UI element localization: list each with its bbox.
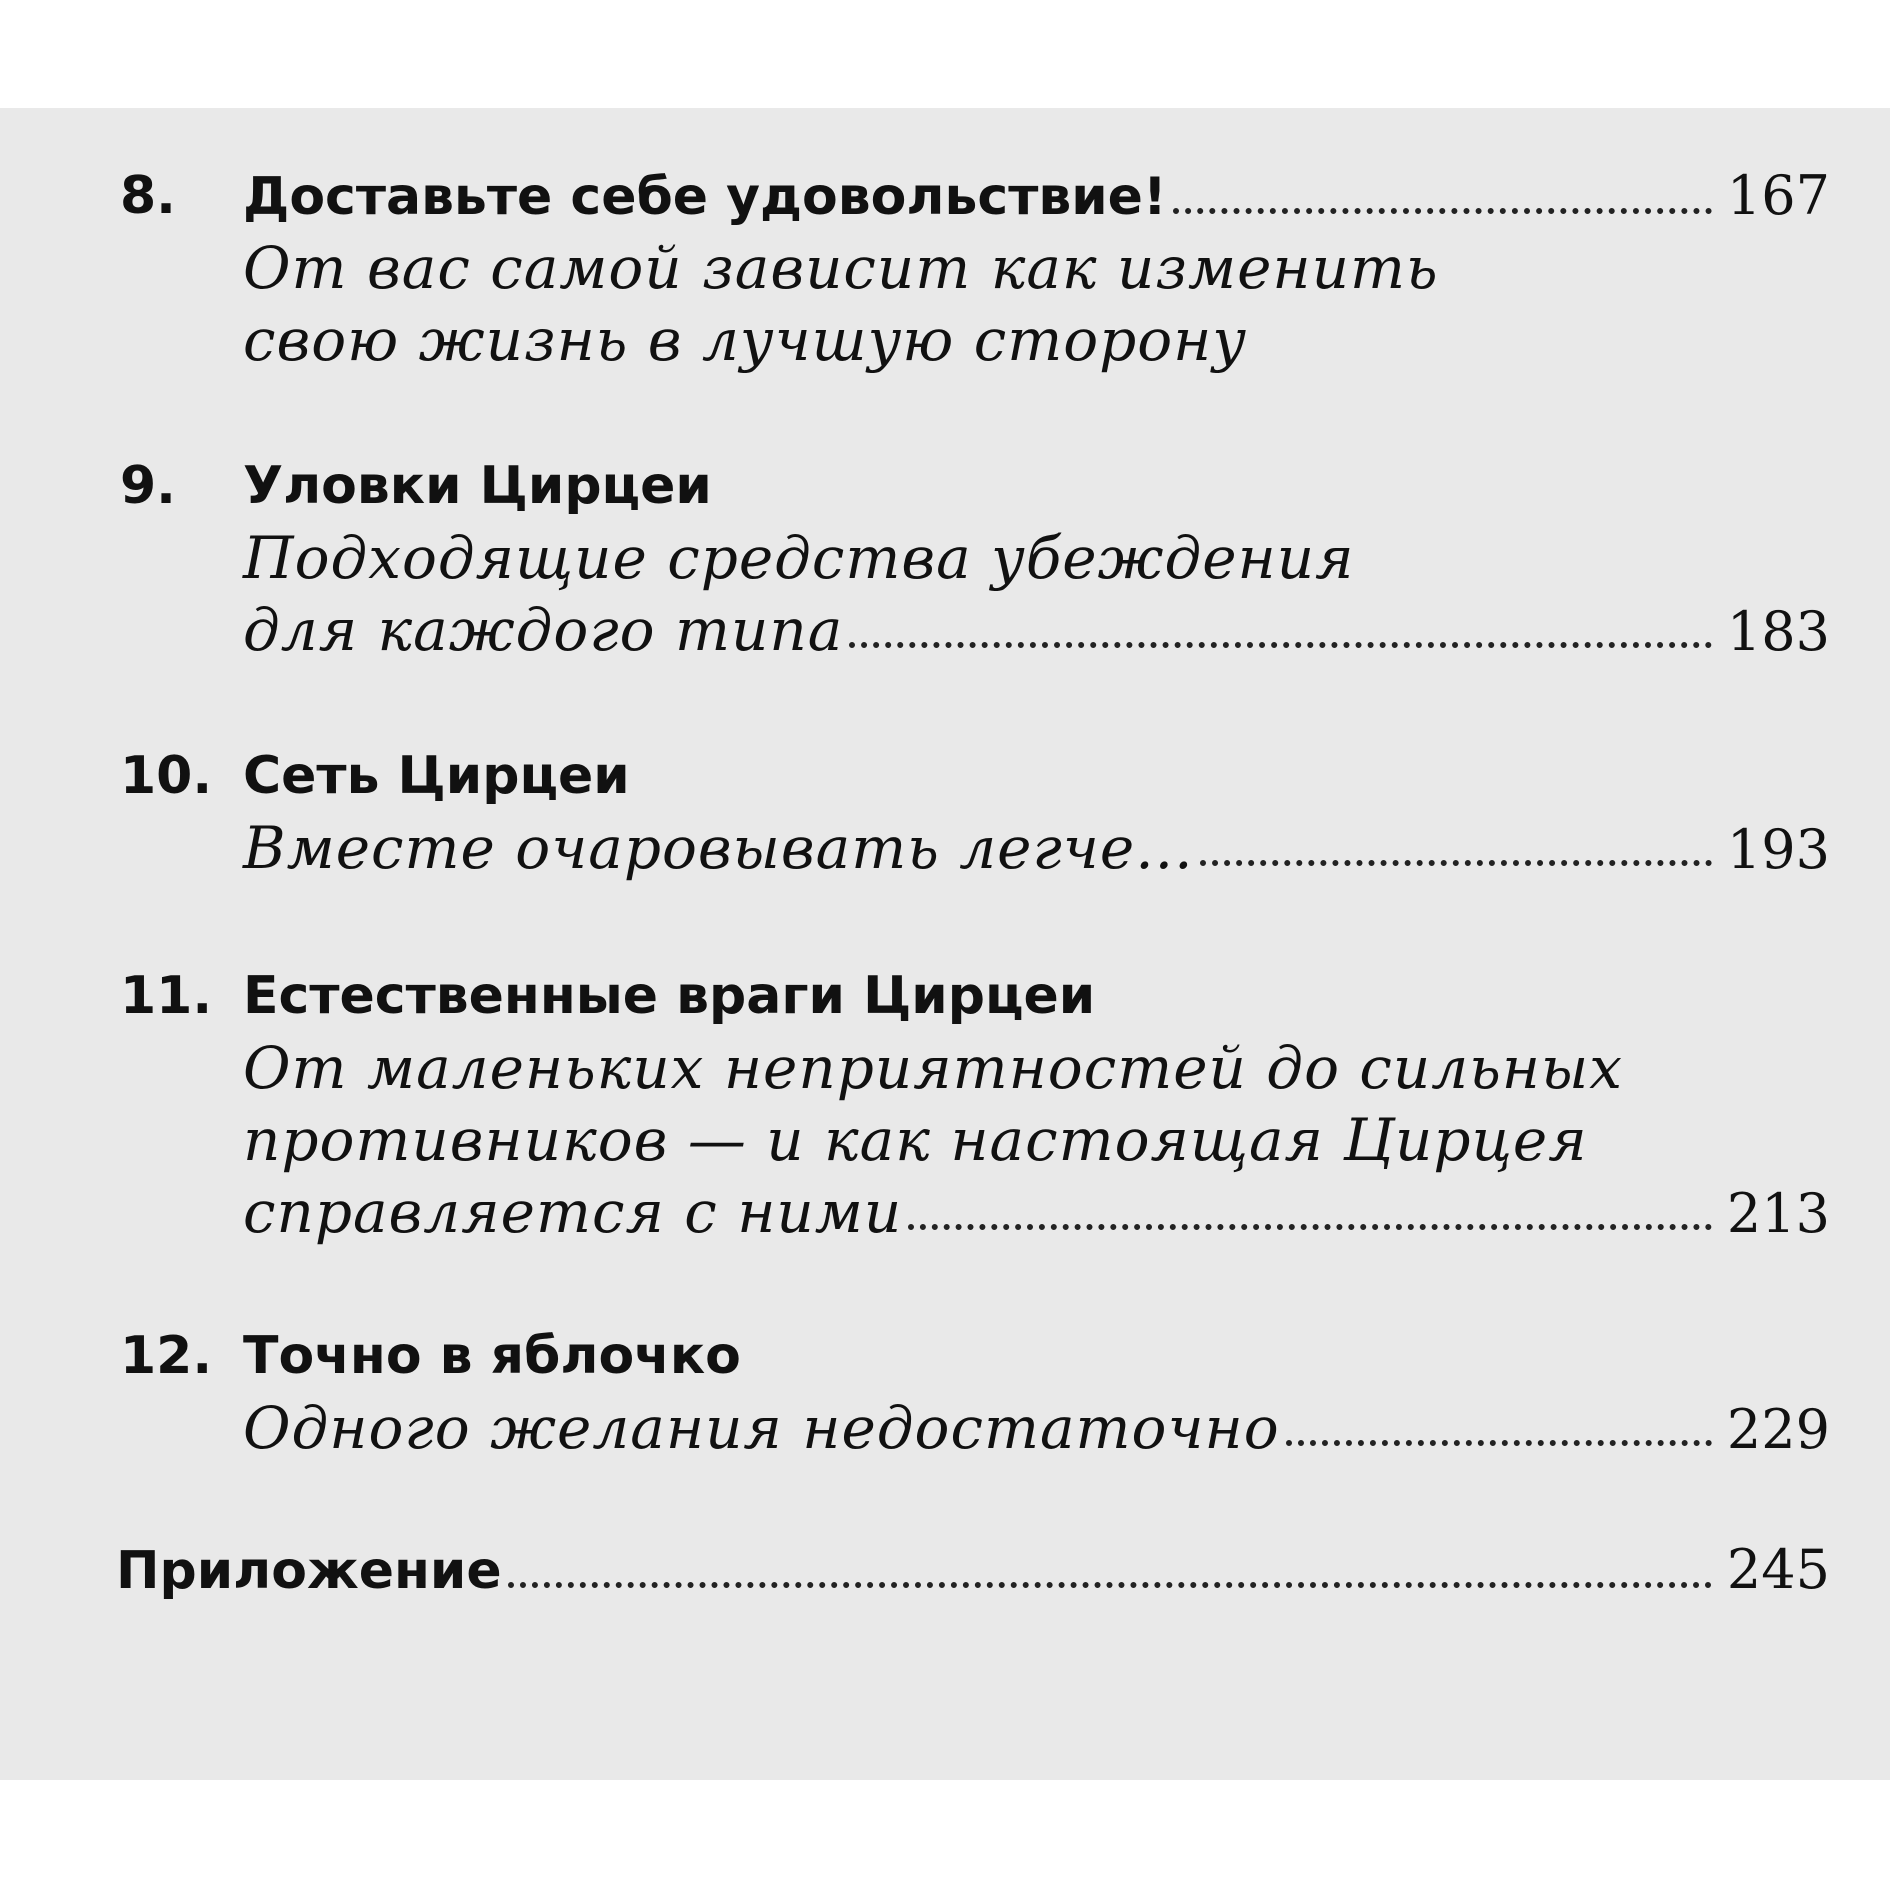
page-number: 167 (1726, 164, 1830, 227)
dot-leader (849, 642, 1712, 648)
chapter-subtitle-last-line (243, 812, 1890, 884)
chapter-subtitle-text: Одного желания недостаточно (243, 1394, 1280, 1462)
chapter-title: Естественные враги Цирцеи (243, 966, 1096, 1026)
dot-leader (1286, 1440, 1712, 1446)
chapter-subtitle-line: Подходящие средства убеждения (243, 524, 1355, 592)
appendix-line (116, 1534, 1890, 1606)
dot-leader (508, 1582, 1712, 1588)
chapter-subtitle-line: свою жизнь в лучшую сторону (243, 306, 1248, 374)
chapter-number: 9. (120, 456, 176, 516)
chapter-title: Точно в яблочко (243, 1326, 741, 1386)
page-number: 229 (1726, 1398, 1830, 1461)
chapter-number: 10. (120, 746, 213, 806)
dot-leader (1200, 860, 1712, 866)
chapter-title: Доставьте себе удовольствие! (243, 167, 1167, 227)
dot-leader (908, 1224, 1712, 1230)
chapter-number: 12. (120, 1326, 213, 1386)
page-number: 245 (1726, 1538, 1830, 1601)
chapter-subtitle-line: От маленьких неприятностей до сильных (243, 1034, 1623, 1102)
chapter-subtitle-last-line (243, 1176, 1890, 1248)
chapter-subtitle-text: Вместе очаровывать легче... (243, 814, 1194, 882)
book-page (0, 108, 1890, 1780)
chapter-subtitle-line: От вас самой зависит как изменить (243, 234, 1439, 302)
chapter-title-line (243, 160, 1890, 232)
chapter-title: Уловки Цирцеи (243, 456, 712, 516)
page-number: 193 (1726, 818, 1830, 881)
chapter-title: Сеть Цирцеи (243, 746, 630, 806)
page-number: 183 (1726, 600, 1830, 663)
dot-leader (1173, 208, 1712, 214)
chapter-subtitle-last-line (243, 1392, 1890, 1464)
chapter-subtitle-line: противников — и как настоящая Цирцея (243, 1106, 1588, 1174)
appendix-title: Приложение (116, 1541, 502, 1601)
chapter-subtitle-text: справляется с ними (243, 1178, 903, 1246)
chapter-subtitle-text: для каждого типа (243, 596, 844, 664)
chapter-subtitle-last-line (243, 594, 1890, 666)
chapter-number: 8. (120, 166, 176, 226)
page-number: 213 (1726, 1182, 1830, 1245)
chapter-number: 11. (120, 966, 213, 1026)
